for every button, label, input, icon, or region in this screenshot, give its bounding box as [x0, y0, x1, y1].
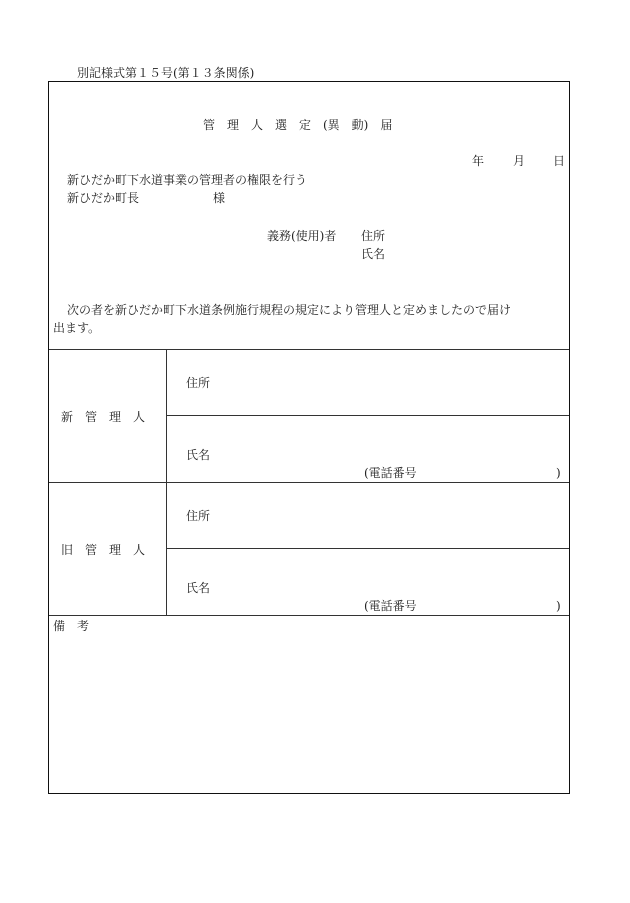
statement-line-2: 出ます。 [53, 321, 101, 335]
form-title: 管 理 人 選 定 (異 動) 届 [203, 118, 393, 132]
table-top-rule [49, 349, 569, 350]
old-manager-label: 旧 管 理 人 [61, 543, 146, 557]
date-year-label: 年 [472, 154, 485, 168]
addressee-line-2: 新ひだか町長 [67, 191, 140, 205]
old-manager-phone-close: ) [556, 599, 561, 613]
addressee-honorific: 様 [213, 191, 226, 205]
section-divider [49, 482, 569, 483]
form-frame [48, 81, 570, 794]
old-manager-address-label: 住所 [186, 509, 211, 523]
label-column-rule [166, 349, 167, 615]
old-manager-name-label: 氏名 [186, 581, 211, 595]
addressee-line-1: 新ひだか町下水道事業の管理者の権限を行う [67, 173, 308, 187]
applicant-address-label: 住所 [361, 229, 386, 243]
new-manager-phone-label: (電話番号 [364, 466, 417, 480]
new-manager-phone-close: ) [556, 466, 561, 480]
form-number-label: 別記様式第１５号(第１３条関係) [77, 66, 255, 80]
applicant-label: 義務(使用)者 [267, 229, 337, 243]
applicant-name-label: 氏名 [361, 247, 386, 261]
old-manager-phone-label: (電話番号 [364, 599, 417, 613]
table-bottom-rule [49, 615, 569, 616]
new-manager-label: 新 管 理 人 [61, 410, 146, 424]
statement-line-1: 次の者を新ひだか町下水道条例施行規程の規定により管理人と定めましたので届け [67, 303, 512, 317]
date-day-label: 日 [553, 154, 566, 168]
new-manager-divider [166, 415, 569, 416]
date-month-label: 月 [513, 154, 526, 168]
old-manager-divider [166, 548, 569, 549]
new-manager-name-label: 氏名 [186, 448, 211, 462]
new-manager-address-label: 住所 [186, 376, 211, 390]
remarks-label: 備 考 [53, 619, 90, 633]
